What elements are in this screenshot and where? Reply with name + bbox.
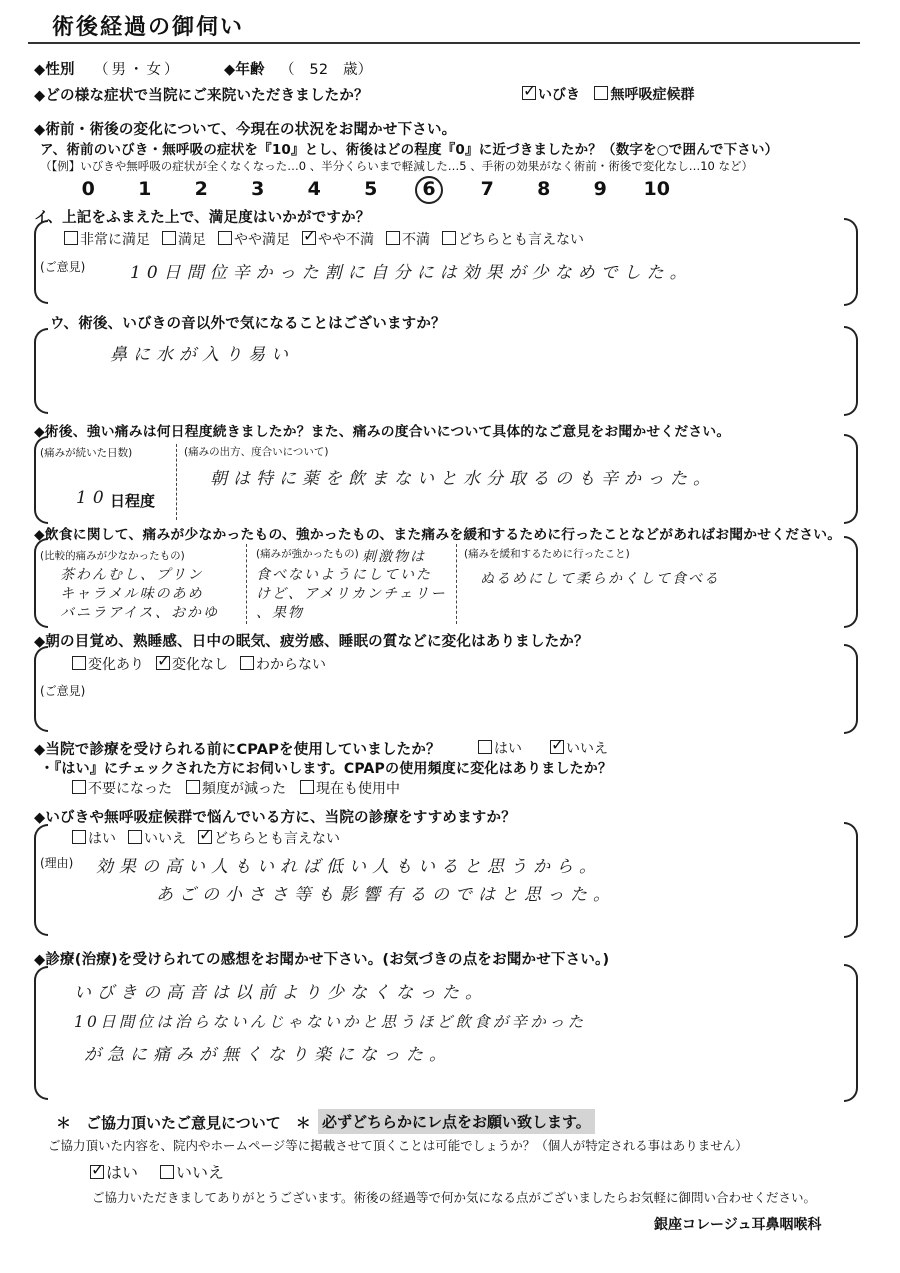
food-bracket-right [844, 536, 858, 628]
sleep-option-label: わからない [256, 657, 326, 673]
food-col1-line: 茶わんむし、プリン [60, 567, 204, 583]
scale-number[interactable]: 5 [364, 178, 378, 200]
recommend-bracket-left [34, 824, 48, 936]
cpap-sub: ・『はい』にチェックされた方にお伺いします。CPAPの使用頻度に変化はありましたか？ [40, 761, 613, 777]
consent-option[interactable] [90, 1163, 138, 1182]
cpap-sub-option-label: 現在も使用中 [316, 781, 400, 797]
option-apnea: 無呼吸症候群 [610, 87, 695, 103]
cpap-option-label: はい [494, 741, 522, 757]
recommend-option[interactable] [198, 831, 340, 847]
satisfaction-question: イ、上記をふまえた上で、満足度はいかがですか？ [34, 210, 371, 226]
sleep-checkbox[interactable] [240, 656, 254, 670]
satisfaction-option-label: やや不満 [318, 232, 374, 248]
recommend-bracket-right [844, 822, 858, 938]
pain-detail-label: (痛みの出方、度合いについて) [184, 446, 329, 458]
food-col2-line: 、果物 [256, 605, 304, 621]
food-col2-line: けど、アメリカンチェリー [256, 586, 447, 602]
food-col1-line: バニラアイス、おかゆ [60, 605, 220, 621]
impression-bracket-right [844, 964, 858, 1102]
other-bracket-right [844, 326, 858, 416]
consent-option[interactable] [160, 1163, 224, 1182]
checkbox-snoring[interactable] [522, 86, 536, 100]
scale-number[interactable]: 0 [81, 178, 95, 200]
cpap-options [478, 738, 636, 758]
title-underline [28, 42, 860, 44]
sleep-option-label: 変化なし [172, 657, 228, 673]
impression-answer-line: 10日間位は治らないんじゃないかと思うほど飲食が辛かった [74, 1013, 587, 1031]
sleep-question: ◆朝の目覚め、熟睡感、日中の眠気、疲労感、睡眠の質などに変化はありましたか？ [34, 634, 589, 650]
gender-row [34, 58, 182, 79]
cpap-checkbox[interactable] [478, 740, 492, 754]
consent-option-label: いいえ [176, 1163, 225, 1182]
sleep-bracket-right [844, 644, 858, 734]
pain-question: ◆術後、強い痛みは何日程度続きましたか？また、痛みの度合いについて具体的なご意見をお聞かせください。 [34, 424, 731, 440]
satisfaction-option[interactable] [442, 232, 584, 248]
cpap-sub-option[interactable] [186, 781, 286, 797]
scale-number[interactable]: 9 [593, 178, 607, 200]
satisfaction-option[interactable] [64, 232, 150, 248]
age-value: （ 52 歳） [280, 62, 373, 78]
scale-number[interactable]: 10 [643, 178, 670, 200]
consent-thanks: ご協力いただきましてありがとうございます。術後の経過等で何か気になる点がございましたらお気軽に御問い合わせください。 [92, 1190, 817, 1205]
sleep-option[interactable] [240, 657, 326, 673]
pain-bracket-right [844, 434, 858, 524]
satisfaction-option[interactable] [162, 232, 206, 248]
food-col1-answer [60, 566, 219, 623]
gender-label: ◆性別 [34, 62, 75, 78]
change-question: ◆術前・術後の変化について、今現在の状況をお聞かせ下さい。 [34, 122, 457, 138]
pain-detail-answer: 朝は特に薬を飲まないと水分取るのも辛かった。 [210, 469, 716, 489]
age-row [224, 58, 372, 79]
cpap-checkbox[interactable] [550, 740, 564, 754]
satisfaction-checkbox[interactable] [302, 231, 316, 245]
sleep-option[interactable] [156, 657, 228, 673]
consent-question: ご協力頂いた内容を、院内やホームページ等に掲載させて頂くことは可能でしょうか？（個人が特定される事はありません） [48, 1138, 748, 1153]
recommend-checkbox[interactable] [128, 830, 142, 844]
scale-number[interactable]: 8 [537, 178, 551, 200]
cpap-sub-option-label: 頻度が減った [202, 781, 286, 797]
other-question: ウ、術後、いびきの音以外で気になることはございますか？ [50, 316, 446, 332]
consent-option-label: はい [106, 1163, 139, 1182]
symptom-question: ◆どの様な症状で当院にご来院いただきましたか？ [34, 88, 369, 104]
impression-answer-line: いびきの高音は以前より少なくなった。 [74, 983, 488, 1003]
other-answer: 鼻に水が入り易い [110, 345, 294, 365]
satisfaction-options [64, 229, 596, 249]
satisfaction-opinion-label: (ご意見) [40, 260, 86, 274]
cpap-question: ◆当院で診療を受けられる前にCPAPを使用していましたか？ [34, 742, 441, 758]
satisfaction-checkbox[interactable] [386, 231, 400, 245]
cpap-option-label: いいえ [566, 741, 608, 757]
gender-value: （男・女） [94, 62, 182, 78]
recommend-question: ◆いびきや無呼吸症候群で悩んでいる方に、当院の診療をすすめますか？ [34, 810, 516, 826]
satisfaction-checkbox[interactable] [64, 231, 78, 245]
consent-heading: ＊ ご協力頂いたご意見について ＊ [56, 1114, 311, 1132]
cpap-sub-checkbox[interactable] [186, 780, 200, 794]
food-divider-2 [456, 544, 457, 624]
food-col2-line: 食べないようにしていた [256, 567, 432, 583]
satisfaction-checkbox[interactable] [162, 231, 176, 245]
food-col3-answer: ぬるめにして柔らかくして食べる [480, 571, 720, 587]
consent-checkbox[interactable] [160, 1165, 174, 1179]
option-snoring: いびき [538, 87, 580, 103]
impression-answer-line: が急に痛みが無くなり楽になった。 [84, 1045, 452, 1065]
satisfaction-option[interactable] [386, 232, 430, 248]
recommend-option[interactable] [72, 831, 116, 847]
change-example: （【例】いびきや無呼吸の症状が全くなくなった…0 、半分くらいまで軽減した…5 、手術の効果がなく術前・術後で変化なし…10 など） [40, 159, 753, 173]
scale-number[interactable]: 2 [194, 178, 208, 200]
consent-options [90, 1160, 246, 1183]
symptom-options [522, 84, 694, 104]
scale-number[interactable]: 7 [480, 178, 494, 200]
satisfaction-option[interactable] [302, 232, 374, 248]
cpap-sub-option[interactable] [300, 781, 400, 797]
sleep-option-label: 変化あり [88, 657, 144, 673]
recommend-answer-line: 効果の高い人もいれば低い人もいると思うから。 [96, 857, 602, 877]
scale-number[interactable]: 6 [415, 176, 443, 204]
scale-number[interactable]: 3 [251, 178, 265, 200]
cpap-sub-option[interactable] [72, 781, 172, 797]
satisfaction-option-label: 満足 [178, 232, 206, 248]
checkbox-apnea[interactable] [594, 86, 608, 100]
satisfaction-answer: 10日間位辛かった割に自分には効果が少なめでした。 [130, 263, 693, 283]
cpap-sub-options [72, 778, 414, 798]
pain-days-value: 10 [76, 488, 110, 508]
pain-divider [176, 444, 177, 520]
scale-number[interactable]: 1 [138, 178, 152, 200]
consent-highlight: 必ずどちらかにレ点をお願い致します。 [318, 1109, 595, 1134]
sleep-checkbox[interactable] [72, 656, 86, 670]
pain-days-label: (痛みが続いた日数) [40, 447, 133, 459]
cpap-option[interactable] [550, 741, 608, 757]
page-title: 術後経過の御伺い [52, 15, 245, 40]
food-col1-label: (比較的痛みが少なかったもの) [40, 550, 185, 562]
food-col3-label: (痛みを緩和するために行ったこと) [464, 548, 630, 560]
other-bracket-left [34, 328, 48, 414]
food-col2-answer [256, 566, 447, 623]
sleep-options [72, 654, 338, 674]
satisfaction-option-label: 不満 [402, 232, 430, 248]
recommend-options [72, 828, 352, 848]
clinic-name: 銀座コレージュ耳鼻咽喉科 [654, 1217, 822, 1233]
age-label: ◆年齢 [224, 62, 265, 78]
sleep-checkbox[interactable] [156, 656, 170, 670]
cpap-sub-checkbox[interactable] [72, 780, 86, 794]
satisfaction-option[interactable] [218, 232, 290, 248]
scale-number[interactable]: 4 [307, 178, 321, 200]
change-sub-a: ア、術前のいびき・無呼吸の症状を『10』とし、術後はどの程度『0』に近づきましたか？（数字を○で囲んで下さい） [40, 142, 779, 158]
consent-checkbox[interactable] [90, 1165, 104, 1179]
food-divider-1 [246, 544, 247, 624]
satisfaction-option-label: どちらとも言えない [458, 232, 584, 248]
recommend-option-label: はい [88, 831, 116, 847]
satisfaction-option-label: やや満足 [234, 232, 290, 248]
satisfaction-checkbox[interactable] [218, 231, 232, 245]
cpap-sub-option-label: 不要になった [88, 781, 172, 797]
cpap-option[interactable] [478, 741, 522, 757]
recommend-checkbox[interactable] [72, 830, 86, 844]
food-col1-line: キャラメル味のあめ [60, 586, 204, 602]
satisfaction-option-label: 非常に満足 [80, 232, 150, 248]
recommend-answer-line: あごの小ささ等も影響有るのではと思った。 [156, 885, 616, 905]
satisfaction-bracket-right [844, 218, 858, 306]
impression-question: ◆診療(治療)を受けられての感想をお聞かせ下さい。(お気づきの点をお聞かせ下さい。) [34, 952, 610, 968]
sleep-opinion-label: (ご意見) [40, 684, 86, 698]
cpap-sub-checkbox[interactable] [300, 780, 314, 794]
pain-days-unit: 日程度 [110, 492, 156, 510]
recommend-checkbox[interactable] [198, 830, 212, 844]
sleep-option[interactable] [72, 657, 144, 673]
satisfaction-checkbox[interactable] [442, 231, 456, 245]
recommend-option[interactable] [128, 831, 186, 847]
recommend-option-label: いいえ [144, 831, 186, 847]
food-col2-line: 刺激物は [362, 549, 426, 565]
recommend-reason-label: (理由) [40, 856, 74, 870]
food-question: ◆飲食に関して、痛みが少なかったもの、強かったもの、また痛みを緩和するために行ったことなどがあればお聞かせください。 [34, 527, 842, 543]
food-col2-label: (痛みが強かったもの) [256, 548, 359, 560]
change-scale [60, 176, 685, 204]
impression-bracket-left [34, 966, 48, 1100]
recommend-option-label: どちらとも言えない [214, 831, 340, 847]
